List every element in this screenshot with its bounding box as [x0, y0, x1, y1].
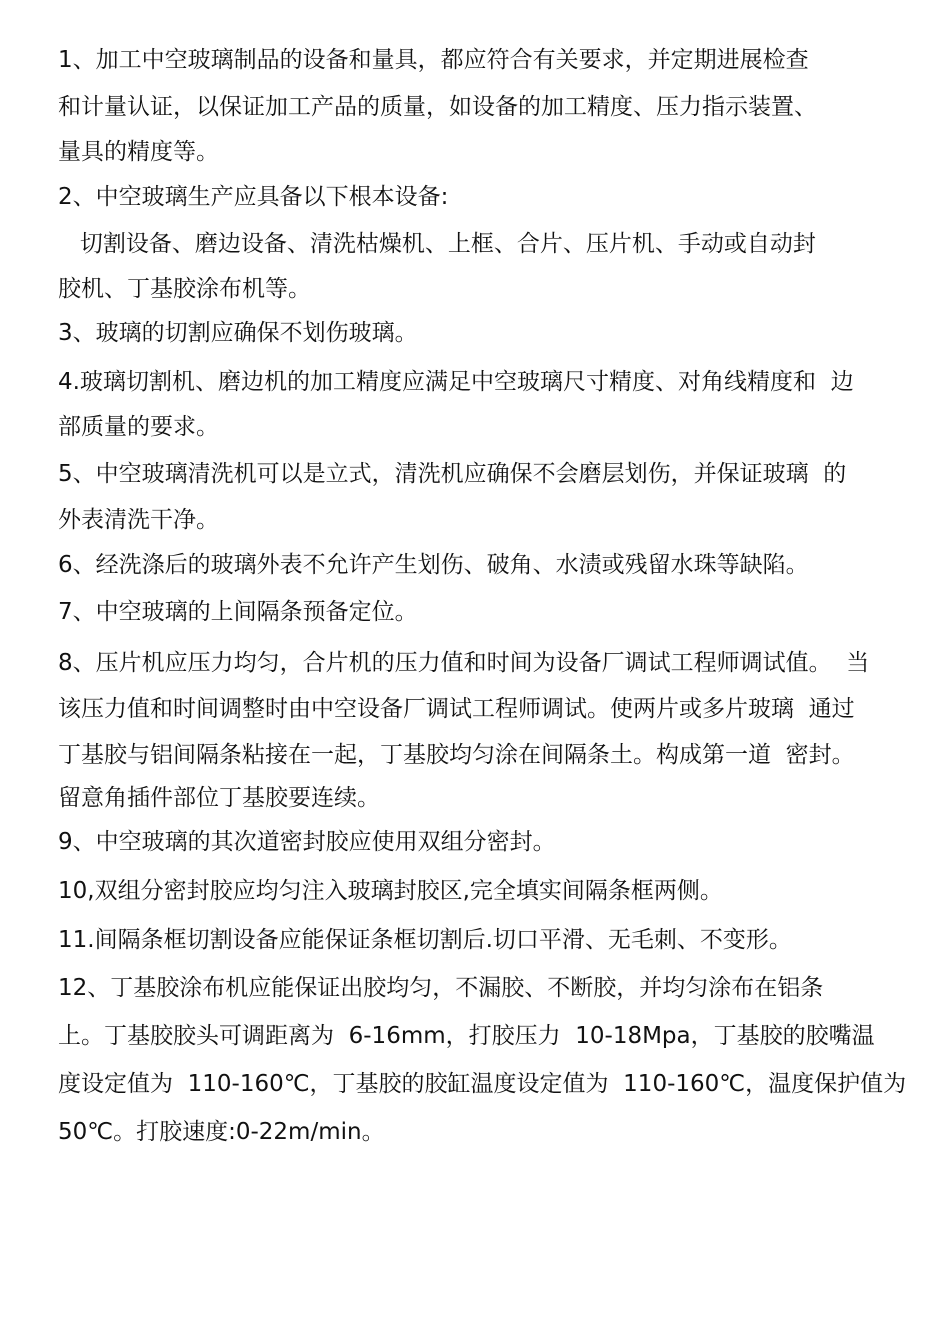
text-line: 量具的精度等。 [58, 139, 219, 165]
text-line: 度设定值为 110-160℃，丁基胶的胶缸温度设定值为 110-160℃，温度保护值为 [58, 1071, 907, 1097]
text-line: 7、中空玻璃的上间隔条预备定位。 [58, 599, 418, 625]
text-line: 8、压片机应压力均匀，合片机的压力值和时间为设备厂调试工程师调试值。 当 [58, 650, 870, 676]
text-line: 50℃。打胶速度:0-22m/min。 [58, 1119, 385, 1145]
text-line: 5、中空玻璃清洗机可以是立式，清洗机应确保不会磨层划伤，并保证玻璃 的 [58, 461, 847, 487]
text-line: 丁基胶与铝间隔条粘接在一起，丁基胶均匀涂在间隔条土。构成第一道 密封。 [58, 742, 855, 768]
text-line: 4.玻璃切割机、磨边机的加工精度应满足中空玻璃尺寸精度、对角线精度和 边 [58, 369, 854, 395]
text-line: 切割设备、磨边设备、清洗枯燥机、上框、合片、压片机、手动或自动封 [58, 231, 816, 257]
text-line: 1、加工中空玻璃制品的设备和量具，都应符合有关要求，并定期进展检查 [58, 47, 809, 73]
text-line: 9、中空玻璃的其次道密封胶应使用双组分密封。 [58, 829, 556, 855]
text-line: 10,双组分密封胶应均匀注入玻璃封胶区,完全填实间隔条框两侧。 [58, 878, 723, 904]
text-line: 外表清洗干净。 [58, 507, 219, 533]
text-line: 11.间隔条框切割设备应能保证条框切割后.切口平滑、无毛刺、不变形。 [58, 927, 792, 953]
text-line: 3、玻璃的切割应确保不划伤玻璃。 [58, 320, 418, 346]
text-line: 该压力值和时间调整时由中空设备厂调试工程师调试。使两片或多片玻璃 通过 [58, 696, 855, 722]
text-line: 6、经洗涤后的玻璃外表不允许产生划伤、破角、水渍或残留水珠等缺陷。 [58, 552, 809, 578]
text-line: 12、丁基胶涂布机应能保证出胶均匀，不漏胶、不断胶，并均匀涂布在铝条 [58, 975, 824, 1001]
text-line: 部质量的要求。 [58, 414, 219, 440]
text-line: 2、中空玻璃生产应具备以下根本设备: [58, 184, 449, 210]
text-line: 胶机、丁基胶涂布机等。 [58, 276, 311, 302]
text-line: 留意角插件部位丁基胶要连续。 [58, 785, 380, 811]
text-line: 和计量认证，以保证加工产品的质量，如设备的加工精度、压力指示装置、 [58, 94, 817, 120]
text-line: 上。丁基胶胶头可调距离为 6-16mm，打胶压力 10-18Mpa，丁基胶的胶嘴温 [58, 1023, 875, 1049]
